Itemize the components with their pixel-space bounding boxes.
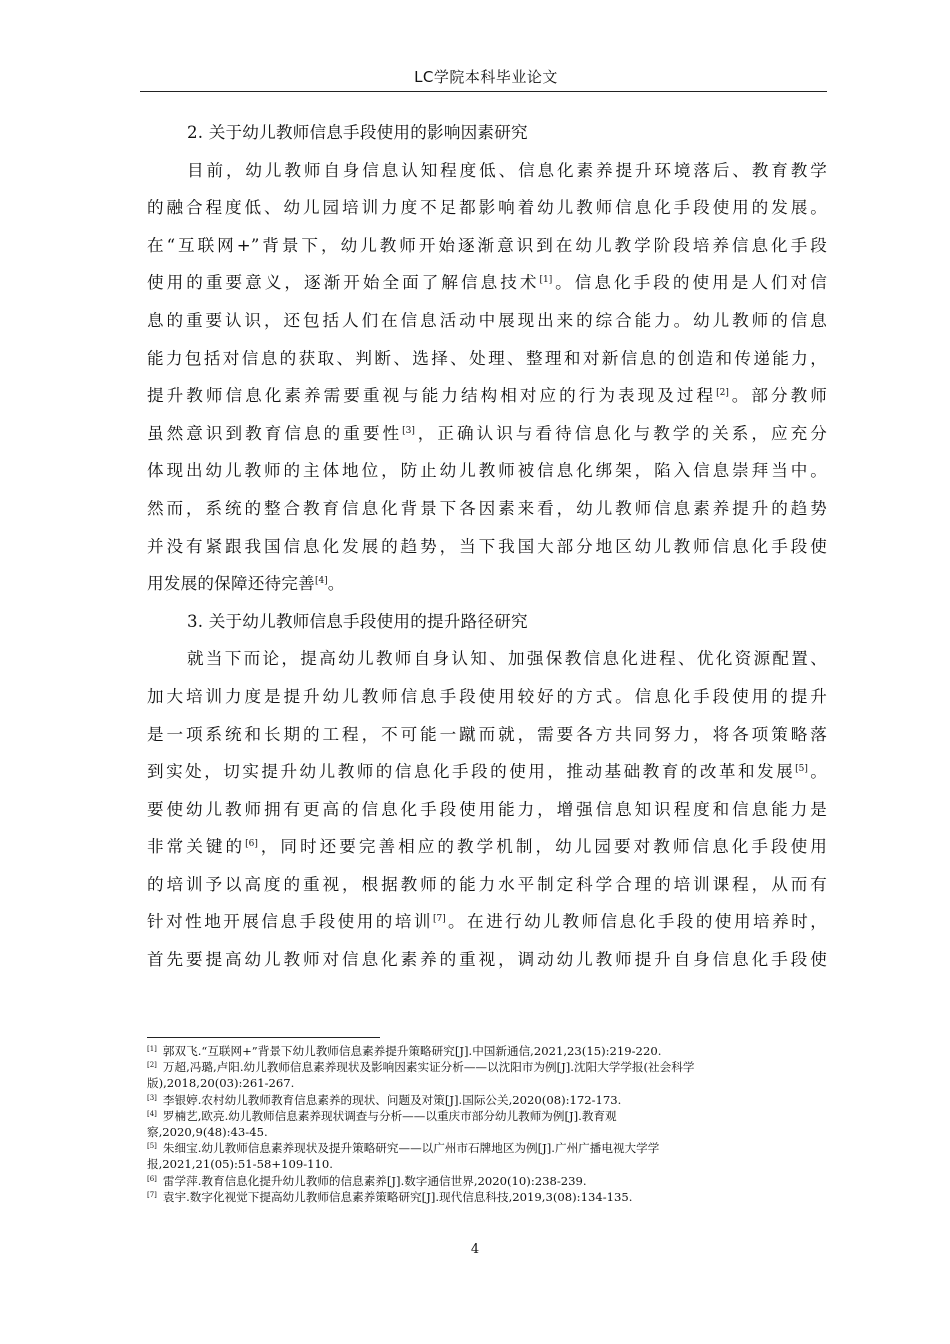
body-text <box>147 114 827 979</box>
line-text: 加大培训力度是提升幼儿教师信息手段使用较好的方式。信息化手段使用的提升 <box>147 686 827 706</box>
footnote-text: 李银婷.农村幼儿教师教育信息素养的现状、问题及对策[J].国际公关,2020(08):172-173. <box>162 1092 622 1107</box>
citation-marker: [4] <box>314 576 328 587</box>
footnote-line <box>147 1108 827 1124</box>
footnote-text: 郭双飞.“互联网+”背景下幼儿教师信息素养提升策略研究[J].中国新通信,2021,23(15):219-220. <box>162 1044 662 1058</box>
footnotes <box>147 1043 827 1205</box>
line-text: 针对性地开展信息手段使用的培训 <box>147 912 433 932</box>
paragraph-line <box>147 302 827 340</box>
line-text: 到实处，切实提升幼儿教师的信息化手段的使用，推动基础教育的改革和发展 <box>147 762 796 782</box>
footnote-line <box>147 1075 827 1091</box>
line-text: 体现出幼儿教师的主体地位，防止幼儿教师被信息化绑架，陷入信息崇拜当中。 <box>147 461 827 481</box>
footnote-line <box>147 1173 827 1189</box>
paragraph-line <box>147 264 827 302</box>
line-text: 。信息化手段的使用是人们对信 <box>552 273 827 293</box>
section-heading: 3. 关于幼儿教师信息手段使用的提升路径研究 <box>187 611 528 631</box>
line-text: 的融合程度低、幼儿园培训力度不足都影响着幼儿教师信息化手段使用的发展。 <box>147 198 827 218</box>
paragraph-line <box>147 189 827 227</box>
footnote-text: 万超,冯璐,卢阳.幼儿教师信息素养现状及影响因素实证分析——以沈阳市为例[J].沈阳大学学报(社会科学 <box>162 1060 695 1075</box>
paragraph-line <box>147 866 827 904</box>
paragraph-line <box>147 528 827 566</box>
header-divider <box>140 91 827 92</box>
footnote-text: 察,2020,9(48):43-45. <box>147 1124 268 1139</box>
line-text: 虽然意识到教育信息的重要性 <box>147 423 403 443</box>
citation-marker: [2] <box>716 388 729 399</box>
footnote-text: 袁宇.数字化视觉下提高幼儿教师信息素养策略研究[J].现代信息科技,2019,3(08):134-135. <box>162 1189 633 1204</box>
paragraph-line <box>147 340 827 378</box>
paragraph-line <box>147 941 827 979</box>
footnote-line <box>147 1124 827 1140</box>
footnote-text: 雷学萍.教育信息化提升幼儿教师的信息素养[J].数字通信世界,2020(10):238-239. <box>162 1173 587 1188</box>
line-text: 非常关键的 <box>147 837 246 857</box>
line-text: 提升教师信息化素养需要重视与能力结构相对应的行为表现及过程 <box>147 386 717 406</box>
footnote-marker: [5] <box>147 1142 157 1151</box>
line-text: 。 <box>327 574 345 594</box>
line-text: 并没有紧跟我国信息化发展的趋势，当下我国大部分地区幼儿教师信息化手段使 <box>147 536 827 556</box>
paragraph-line <box>147 227 827 265</box>
line-text: 能力包括对信息的获取、判断、选择、处理、整理和对新信息的创造和传递能力， <box>147 348 827 368</box>
paragraph-line <box>147 791 827 829</box>
footnote-marker: [7] <box>147 1190 157 1199</box>
footnote-line <box>147 1092 827 1108</box>
line-text: 就当下而论，提高幼儿教师自身认知、加强保教信息化进程、优化资源配置、 <box>187 649 827 669</box>
paragraph-line <box>147 377 827 415</box>
line-text: 是一项系统和长期的工程，不可能一蹴而就，需要各方共同努力，将各项策略落 <box>147 724 827 744</box>
running-header: LC学院本科毕业论文 <box>414 68 558 86</box>
line-text: ，正确认识与看待信息化与教学的关系，应充分 <box>414 423 827 443</box>
page-number: 4 <box>470 1242 480 1257</box>
paragraph-line <box>147 490 827 528</box>
paragraph-line <box>147 903 827 941</box>
line-text: 在“互联网+”背景下，幼儿教师开始逐渐意识到在幼儿教学阶段培养信息化手段 <box>147 235 827 255</box>
footnote-text: 报,2021,21(05):51-58+109-110. <box>147 1157 333 1172</box>
line-text: ，同时还要完善相应的教学机制，幼儿园要对教师信息化手段使用 <box>257 837 827 857</box>
footnote-line <box>147 1189 827 1205</box>
footnote-marker: [4] <box>147 1109 157 1118</box>
footnote-line <box>147 1059 827 1075</box>
paragraph-line <box>147 152 827 190</box>
line-text: 的培训予以高度的重视，根据教师的能力水平制定科学合理的培训课程，从而有 <box>147 874 827 894</box>
footnote-text: 朱细宝.幼儿教师信息素养现状及提升策略研究——以广州市石牌地区为例[J].广州广播电视大学学 <box>162 1141 660 1156</box>
footnote-text: 罗楠艺,欧亮.幼儿教师信息素养现状调查与分析——以重庆市部分幼儿教师为例[J].教育观 <box>162 1108 617 1123</box>
footnote-marker: [1] <box>147 1045 157 1053</box>
section-heading: 2. 关于幼儿教师信息手段使用的影响因素研究 <box>187 123 528 142</box>
citation-marker: [3] <box>402 425 415 436</box>
line-text: 首先要提高幼儿教师对信息化素养的重视，调动幼儿教师提升自身信息化手段使 <box>147 950 827 970</box>
footnote-marker: [3] <box>147 1093 157 1102</box>
line-text: 然而，系统的整合教育信息化背景下各因素来看，幼儿教师信息素养提升的趋势 <box>147 498 827 518</box>
footnote-text: 版),2018,20(03):261-267. <box>147 1076 295 1091</box>
paragraph-line <box>147 415 827 453</box>
line-text: 。部分教师 <box>728 386 827 406</box>
footnote-line <box>147 1043 827 1059</box>
line-text: 用发展的保障还待完善 <box>147 574 315 594</box>
paragraph-line <box>147 828 827 866</box>
paragraph-line <box>147 753 827 791</box>
line-text: 目前，幼儿教师自身信息认知程度低、信息化素养提升环境落后、教育教学 <box>187 160 827 180</box>
paragraph-line <box>147 678 827 716</box>
paragraph-line <box>147 716 827 754</box>
line-text: 。在进行幼儿教师信息化手段的使用培养时， <box>445 912 828 932</box>
footnote-line <box>147 1140 827 1156</box>
line-text: 息的重要认识，还包括人们在信息活动中展现出来的综合能力。幼儿教师的信息 <box>147 310 827 330</box>
paragraph-line <box>147 565 827 603</box>
footnote-line <box>147 1156 827 1172</box>
citation-marker: [7] <box>432 914 446 925</box>
line-text: 使用的重要意义，逐渐开始全面了解信息技术 <box>147 273 540 293</box>
paragraph-line <box>147 640 827 678</box>
citation-marker: [5] <box>795 764 808 775</box>
footnote-marker: [2] <box>147 1061 157 1070</box>
line-text: 。 <box>807 762 827 782</box>
citation-marker: [1] <box>539 275 553 286</box>
paragraph-line <box>147 452 827 490</box>
footnote-divider <box>147 1037 380 1038</box>
citation-marker: [6] <box>245 839 258 850</box>
line-text: 要使幼儿教师拥有更高的信息化手段使用能力，增强信息知识程度和信息能力是 <box>147 799 827 819</box>
footnote-marker: [6] <box>147 1174 157 1183</box>
